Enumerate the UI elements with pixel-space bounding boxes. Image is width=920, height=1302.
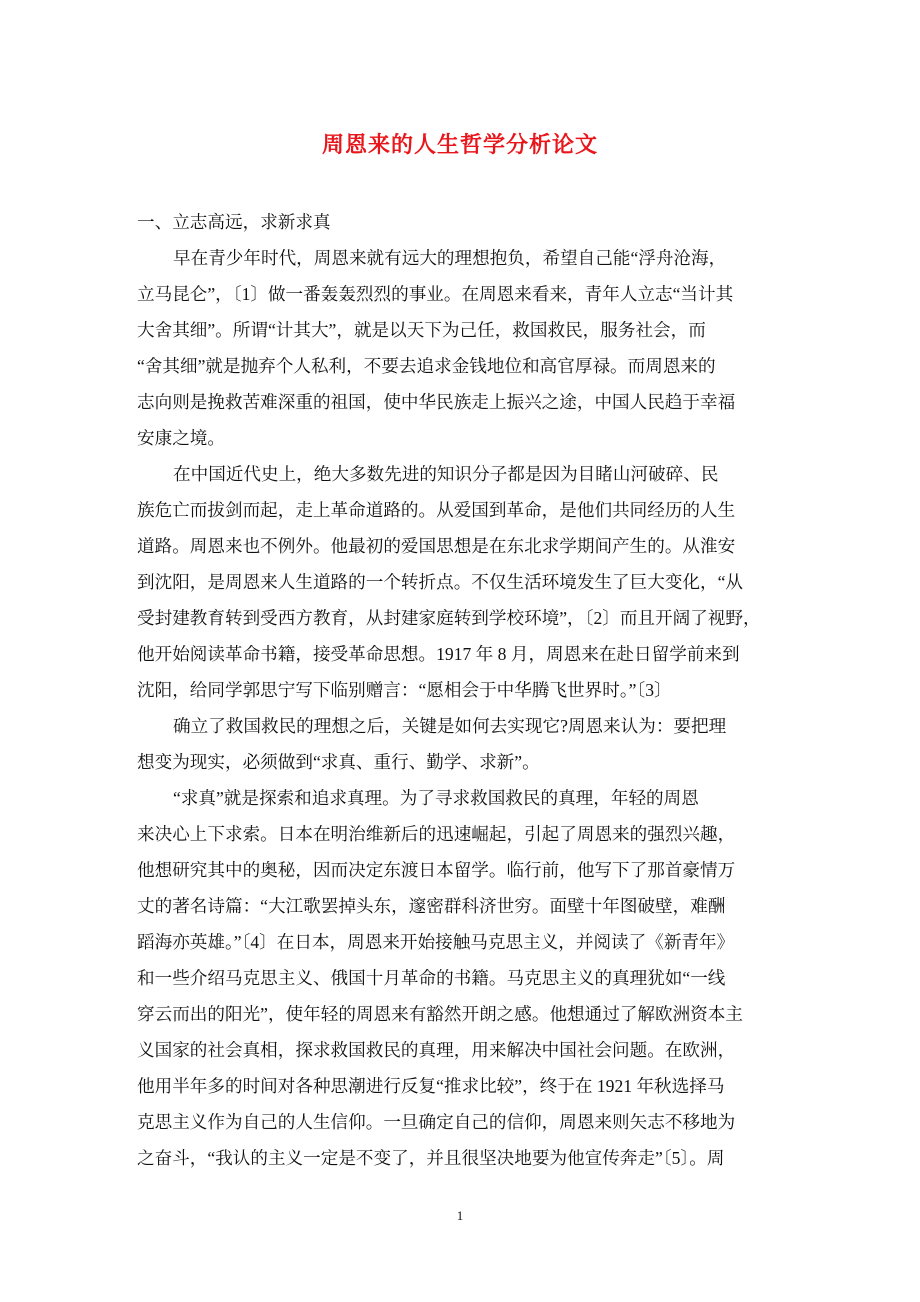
text-line: 想变为现实，必须做到“求真、重行、勤学、求新”。 (137, 752, 540, 772)
document-title: 周恩来的人生哲学分析论文 (321, 132, 598, 157)
text-line: 他开始阅读革命书籍，接受革命思想。1917 年 8 月，周恩来在赴日留学前来到 (137, 644, 740, 664)
text-line: 早在青少年时代，周恩来就有远大的理想抱负，希望自己能“浮舟沧海， (173, 248, 727, 268)
text-line: 和一些介绍马克思主义、俄国十月革命的书籍。马克思主义的真理犹如“一线 (137, 968, 726, 988)
text-line: 克思主义作为自己的人生信仰。一旦确定自己的信仰，周恩来则矢志不移地为 (137, 1112, 736, 1132)
text-line: 沈阳，给同学郭思宁写下临别赠言：“愿相会于中华腾飞世界时。”〔3〕 (137, 680, 672, 700)
text-line: 之奋斗，“我认的主义一定是不变了，并且很坚决地要为他宣传奔走”〔5〕。周 (137, 1148, 725, 1168)
text-line: “求真”就是探索和追求真理。为了寻求救国救民的真理，年轻的周恩 (173, 788, 699, 808)
text-line: 受封建教育转到受西方教育，从封建家庭转到学校环境”，〔2〕而且开阔了视野， (137, 608, 761, 628)
document-body (137, 204, 797, 1176)
text-line: 志向则是挽救苦难深重的祖国，使中华民族走上振兴之途，中国人民趋于幸福 (137, 392, 736, 412)
text-line: 族危亡而拔剑而起，走上革命道路的。从爱国到革命，是他们共同经历的人生 (137, 500, 736, 520)
page-number: 1 (456, 1208, 464, 1223)
text-line: 到沈阳，是周恩来人生道路的一个转折点。不仅生活环境发生了巨大变化，“从 (137, 572, 744, 592)
text-line: 确立了救国救民的理想之后，关键是如何去实现它?周恩来认为：要把理 (173, 716, 727, 736)
text-line: 丈的著名诗篇：“大江歌罢掉头东，邃密群科济世穷。面壁十年图破壁，难酬 (137, 896, 726, 916)
text-line: 安康之境。 (137, 428, 225, 448)
text-line: 他用半年多的时间对各种思潮进行反复“推求比较”，终于在 1921 年秋选择马 (137, 1076, 725, 1096)
text-line: 道路。周恩来也不例外。他最初的爱国思想是在东北求学期间产生的。从淮安 (137, 536, 736, 556)
text-line: 在中国近代史上，绝大多数先进的知识分子都是因为目睹山河破碎、民 (173, 464, 719, 484)
text-line: 一、立志高远，求新求真 (137, 212, 331, 232)
text-line: 穿云而出的阳光”，使年轻的周恩来有豁然开朗之感。他想通过了解欧洲资本主 (137, 1004, 744, 1024)
text-line: 义国家的社会真相，探求救国救民的真理，用来解决中国社会问题。在欧洲， (137, 1040, 736, 1060)
text-line: 来决心上下求索。日本在明治维新后的迅速崛起，引起了周恩来的强烈兴趣， (137, 824, 736, 844)
text-line: 他想研究其中的奥秘，因而决定东渡日本留学。临行前，他写下了那首豪情万 (137, 860, 736, 880)
text-line: 立马昆仑”，〔1〕做一番轰轰烈烈的事业。在周恩来看来，青年人立志“当计其 (137, 284, 734, 304)
text-line: 大舍其细”。所谓“计其大”，就是以天下为己任，救国救民，服务社会，而 (137, 320, 706, 340)
text-line: “舍其细”就是抛弃个人私利，不要去追求金钱地位和高官厚禄。而周恩来的 (137, 356, 716, 376)
text-line: 蹈海亦英雄。”〔4〕在日本，周恩来开始接触马克思主义，并阅读了《新青年》 (137, 932, 735, 952)
